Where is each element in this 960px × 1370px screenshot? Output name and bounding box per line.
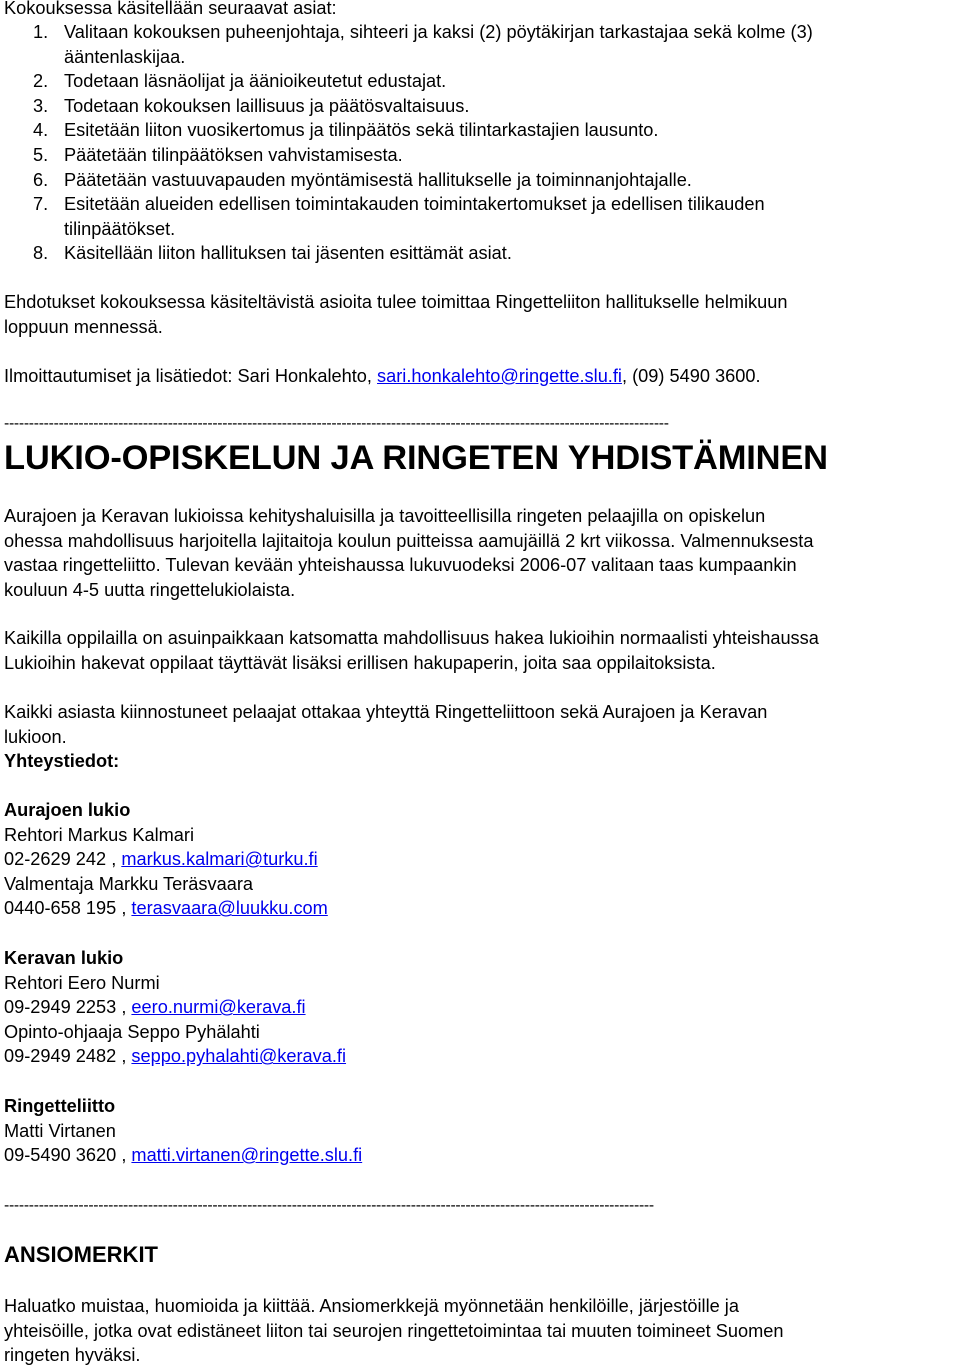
registration-email-link[interactable]: sari.honkalehto@ringette.slu.fi	[377, 366, 622, 386]
paragraph-line: yhteisöille, jotka ovat edistäneet liiton tai seurojen ringettetoimintaa tai muuten toimineet Suomen	[4, 1320, 784, 1341]
contact-name: Rehtori Markus Kalmari	[4, 824, 195, 845]
paragraph-line: loppuun mennessä.	[4, 316, 163, 337]
contact-line	[4, 995, 956, 1020]
agenda-text: ääntenlaskijaa.	[64, 46, 186, 67]
lukio-paragraph-3	[4, 700, 956, 774]
contact-name: Rehtori Eero Nurmi	[4, 972, 160, 993]
agenda-text: tilinpäätökset.	[64, 218, 176, 239]
paragraph-line: vastaa ringetteliitto. Tulevan kevään yhteishaussa lukuvuodeksi 2006-07 valitaan taas kumpaankin	[4, 555, 797, 576]
contact-aurajoen	[4, 798, 956, 921]
registration-prefix: Ilmoittautumiset ja lisätiedot: Sari Honkalehto,	[4, 366, 378, 386]
paragraph-line: lukioon.	[4, 726, 67, 747]
agenda-text: Todetaan läsnäolijat ja äänioikeutetut edustajat.	[64, 71, 447, 92]
contact-phone: 09-5490 3620 ,	[4, 1145, 132, 1166]
agenda-text: Päätetään vastuuvapauden myöntämisestä hallitukselle ja toiminnanjohtajalle.	[64, 169, 692, 190]
section-divider: -----------------------------------------------------------------------------------------------------------------------------------	[4, 1197, 654, 1214]
contact-ringetteliitto	[4, 1094, 956, 1168]
paragraph-line: ringeten hyväksi.	[4, 1345, 141, 1366]
contact-line	[4, 847, 956, 872]
agenda-number: 7.	[33, 194, 49, 215]
paragraph-line: Lukioihin hakevat oppilaat täyttävät lisäksi erillisen hakupaperin, joita saa oppilaitoksista.	[4, 652, 716, 673]
agenda-list	[0, 20, 960, 266]
registration-line	[4, 364, 956, 389]
contact-email-link[interactable]: terasvaara@luukku.com	[131, 898, 328, 919]
agenda-item	[0, 118, 960, 143]
agenda-text: Käsitellään liiton hallituksen tai jäsenten esittämät asiat.	[64, 243, 512, 264]
agenda-intro: Kokouksessa käsitellään seuraavat asiat:	[4, 0, 337, 18]
contact-org: Keravan lukio	[4, 948, 124, 968]
agenda-text: Päätetään tilinpäätöksen vahvistamisesta.	[64, 144, 403, 165]
contact-org: Aurajoen lukio	[4, 800, 131, 820]
proposals-paragraph	[4, 290, 956, 339]
contact-phone: 09-2949 2482 ,	[4, 1046, 132, 1067]
contact-phone: 02-2629 242 ,	[4, 849, 122, 870]
agenda-item	[0, 143, 960, 168]
paragraph-line: Kaikilla oppilailla on asuinpaikkaan katsomatta mahdollisuus hakea lukioihin normaalisti yhteishaussa	[4, 628, 819, 648]
paragraph-line: Aurajoen ja Keravan lukioissa kehityshaluisilla ja tavoitteellisilla ringeten pelaajilla on opiskelun	[4, 506, 766, 526]
contact-email-link[interactable]: markus.kalmari@turku.fi	[121, 849, 318, 870]
agenda-number: 8.	[33, 243, 49, 264]
contacts-label: Yhteystiedot:	[4, 751, 120, 772]
paragraph-line: ohessa mahdollisuus harjoitella lajitaitoja koulun puitteissa aamujäillä 2 krt viikossa. Valmennuksesta	[4, 530, 814, 551]
section-heading-lukio: LUKIO-OPISKELUN JA RINGETEN YHDISTÄMINEN	[4, 439, 828, 477]
agenda-item	[0, 192, 960, 241]
contact-email-link[interactable]: seppo.pyhalahti@kerava.fi	[131, 1046, 347, 1067]
registration-text	[4, 364, 956, 389]
contact-line	[4, 1143, 956, 1168]
ansiomerkit-paragraph	[4, 1294, 956, 1368]
agenda-number: 3.	[33, 95, 49, 116]
contact-phone: 09-2949 2253 ,	[4, 997, 132, 1018]
agenda-number: 5.	[33, 144, 49, 165]
agenda-item	[0, 168, 960, 193]
agenda-text: Esitetään alueiden edellisen toimintakauden toimintakertomukset ja edellisen tilikauden	[64, 194, 765, 215]
agenda-text: Esitetään liiton vuosikertomus ja tilinpäätös sekä tilintarkastajien lausunto.	[64, 120, 659, 141]
agenda-text: Todetaan kokouksen laillisuus ja päätösvaltaisuus.	[64, 95, 470, 116]
contact-line	[4, 1044, 956, 1069]
agenda-number: 4.	[33, 120, 49, 141]
registration-suffix: , (09) 5490 3600.	[621, 366, 761, 386]
agenda-item	[0, 69, 960, 94]
agenda-text: Valitaan kokouksen puheenjohtaja, sihteeri ja kaksi (2) pöytäkirjan tarkastajaa sekä kolme (3)	[64, 22, 813, 42]
agenda-item	[0, 94, 960, 119]
lukio-paragraph-1	[4, 504, 956, 602]
paragraph-line: Haluatko muistaa, huomioida ja kiittää. Ansiomerkkejä myönnetään henkilöille, järjestöille ja	[4, 1296, 739, 1316]
contact-line	[4, 896, 956, 921]
contact-email-link[interactable]: matti.virtanen@ringette.slu.fi	[131, 1145, 363, 1166]
section-divider: --------------------------------------------------------------------------------------------------------------------------------------	[4, 415, 669, 432]
contact-name: Opinto-ohjaaja Seppo Pyhälahti	[4, 1021, 260, 1042]
contact-keravan	[4, 946, 956, 1069]
agenda-number: 6.	[33, 169, 49, 190]
agenda-number: 2.	[33, 71, 49, 92]
contact-email-link[interactable]: eero.nurmi@kerava.fi	[131, 997, 306, 1018]
agenda-item	[0, 241, 960, 266]
contact-org: Ringetteliitto	[4, 1096, 116, 1116]
paragraph-line: Kaikki asiasta kiinnostuneet pelaajat ottakaa yhteyttä Ringetteliittoon sekä Aurajoen ja Keravan	[4, 702, 768, 722]
section-heading-ansiomerkit: ANSIOMERKIT	[4, 1242, 158, 1267]
lukio-paragraph-2	[4, 626, 956, 675]
agenda-number: 1.	[33, 22, 49, 42]
contact-phone: 0440-658 195 ,	[4, 898, 132, 919]
paragraph-line: kouluun 4-5 uutta ringettelukiolaista.	[4, 579, 296, 600]
agenda-item	[0, 20, 960, 69]
contact-name: Valmentaja Markku Teräsvaara	[4, 873, 254, 894]
paragraph-line: Ehdotukset kokouksessa käsiteltävistä asioita tulee toimittaa Ringetteliiton hallitukselle helmikuun	[4, 292, 788, 312]
contact-name: Matti Virtanen	[4, 1120, 116, 1141]
